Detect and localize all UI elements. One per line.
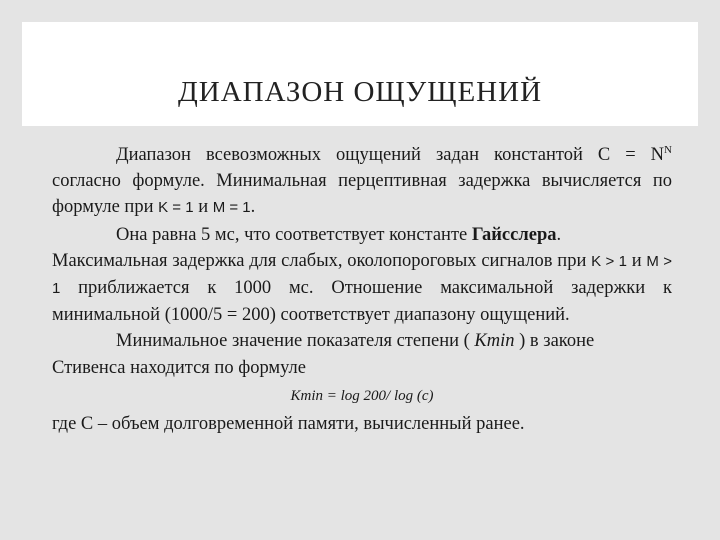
p1-superscript: N [664, 143, 672, 156]
formula: Kmin = log 200/ log (c) [290, 387, 434, 404]
paragraph-5: где C – объем долговременной памяти, вычисленный ранее. [52, 413, 525, 434]
p4-text-a: Минимальное значение показателя степени ( [116, 331, 475, 352]
p4-text-b: ) в законе Стивенса находится по формуле [52, 331, 595, 378]
p4-kmin: Kmin [474, 331, 515, 352]
p2-text-b: . [556, 224, 562, 245]
p1-m-condition: M = 1 [212, 199, 251, 217]
p1-k-condition: K = 1 [158, 199, 194, 217]
p3-m-condition: M > 1 [52, 252, 672, 298]
slide-title: ДИАПАЗОН ОЩУЩЕНИЙ [177, 76, 543, 108]
title-box [22, 22, 698, 126]
paragraph-4 [52, 328, 672, 380]
p3-k-condition: K > 1 [591, 252, 627, 270]
p3-text-a: Максимальная задержка для слабых, околопороговых сигналов при [52, 250, 592, 271]
p2-bold-term: Гайсслера [471, 224, 557, 245]
p1-text-a: Диапазон всевозможных ощущений задан константой C = N [116, 145, 665, 165]
paragraph-2 [52, 222, 672, 248]
p3-text-b: и [626, 250, 647, 271]
paragraph-1 [52, 142, 672, 222]
p3-text-c: приближается к 1000 мс. Отношение максимальной задержки к минимальной (1000/5 = 200) соответствует диапазону ощущений. [52, 278, 672, 326]
p1-text-d: . [250, 197, 256, 218]
p2-text-a: Она равна 5 мс, что соответствует константе [116, 224, 472, 245]
paragraph-3 [52, 248, 672, 329]
p1-text-c: и [193, 197, 213, 218]
p1-text-b: согласно формуле. Минимальная перцептивная задержка вычисляется по формуле при [52, 171, 672, 218]
slide-body [52, 142, 672, 437]
